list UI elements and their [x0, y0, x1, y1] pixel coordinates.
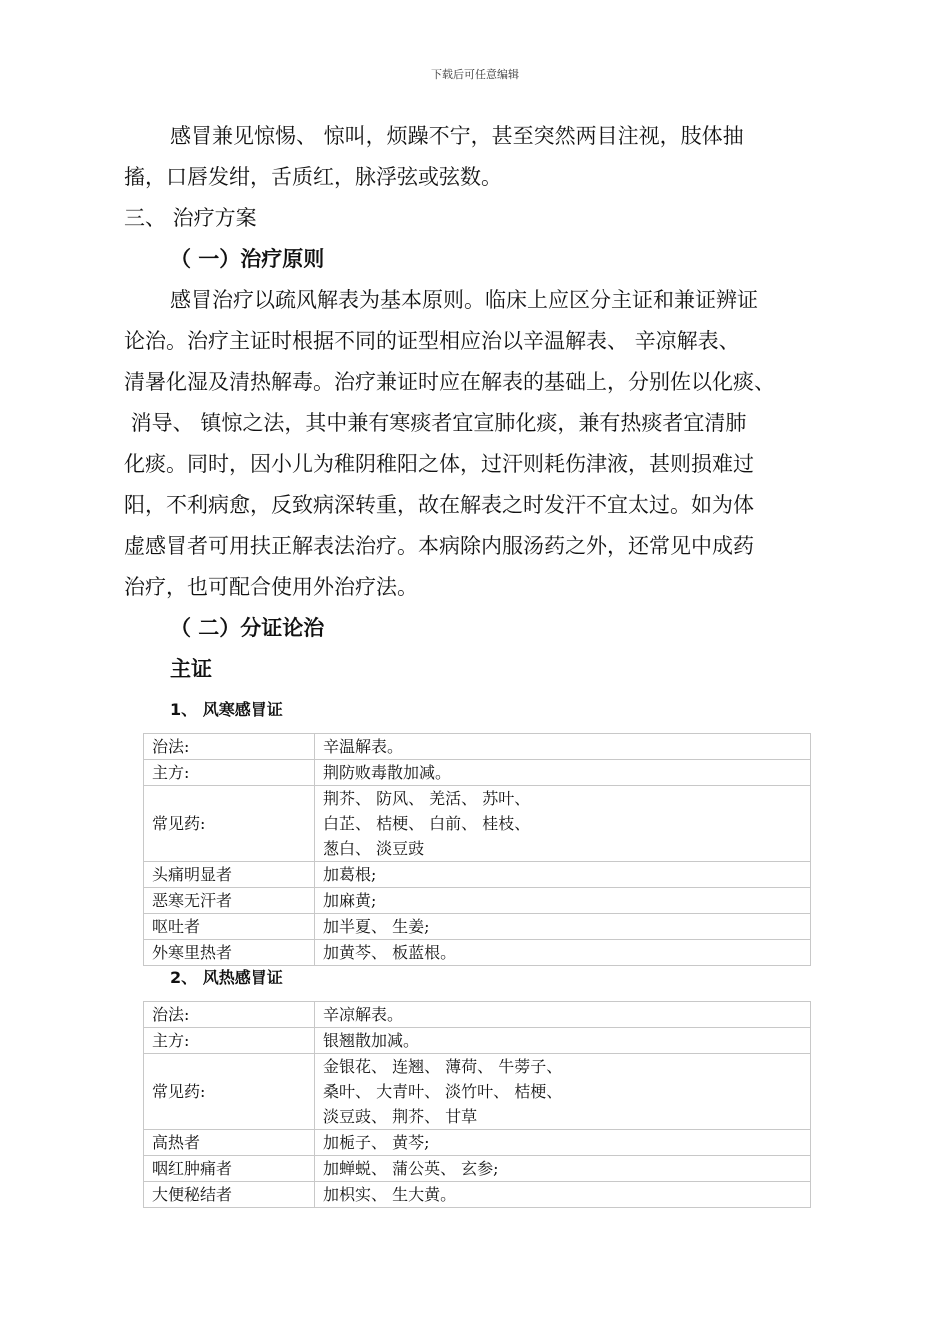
- row-value: [315, 914, 811, 940]
- table-row: [144, 914, 811, 940]
- row-label: 外寒里热者: [144, 940, 315, 966]
- table-row: [144, 1182, 811, 1208]
- value-line: 加栀子、 黄芩;: [323, 1133, 430, 1152]
- row-value: [315, 940, 811, 966]
- row-label: 恶寒无汗者: [144, 888, 315, 914]
- value-line: 加麻黄;: [323, 891, 377, 910]
- value-line: 白芷、 桔梗、 白前、 桂枝、: [323, 814, 531, 833]
- row-label: 主方:: [144, 760, 315, 786]
- wind-cold-table: [143, 733, 811, 966]
- paragraph-line: 化痰。同时，因小儿为稚阴稚阳之体，过汗则耗伤津液，甚则损难过: [124, 452, 754, 476]
- row-value: [315, 862, 811, 888]
- row-label: 常见药:: [144, 786, 315, 862]
- value-line: 桑叶、 大青叶、 淡竹叶、 桔梗、: [323, 1082, 563, 1101]
- table-row: [144, 734, 811, 760]
- value-line: 荆防败毒散加减。: [323, 763, 452, 782]
- value-line: 加蝉蜕、 蒲公英、 玄参;: [323, 1159, 499, 1178]
- paragraph-line: 感冒兼见惊惕、 惊叫，烦躁不宁，甚至突然两目注视，肢体抽: [170, 124, 744, 148]
- row-value: [315, 734, 811, 760]
- value-line: 葱白、 淡豆豉: [323, 839, 425, 858]
- paragraph-line: 阳，不利病愈，反致病深转重，故在解表之时发汗不宜太过。如为体: [124, 493, 754, 517]
- table-row: [144, 1156, 811, 1182]
- table2-title: 2、 风热感冒证: [170, 968, 283, 987]
- paragraph-line: 治疗，也可配合使用外治疗法。: [124, 575, 418, 599]
- symptom-paragraph: [124, 116, 834, 198]
- value-line: 金银花、 连翘、 薄荷、 牛蒡子、: [323, 1057, 563, 1076]
- table-row: [144, 862, 811, 888]
- value-line: 辛温解表。: [323, 737, 404, 756]
- value-line: 加黄芩、 板蓝根。: [323, 943, 457, 962]
- value-line: 加葛根;: [323, 865, 377, 884]
- paragraph-line: 论治。治疗主证时根据不同的证型相应治以辛温解表、 辛凉解表、: [124, 329, 740, 353]
- page-header: 下载后可任意编辑: [431, 68, 519, 81]
- value-line: 加半夏、 生姜;: [323, 917, 430, 936]
- wind-heat-table: [143, 1001, 811, 1208]
- paragraph-line: 消导、 镇惊之法，其中兼有寒痰者宜宣肺化痰，兼有热痰者宜清肺: [124, 411, 747, 435]
- row-label: 高热者: [144, 1130, 315, 1156]
- table-row: [144, 786, 811, 862]
- table-row: [144, 1002, 811, 1028]
- table-row: [144, 760, 811, 786]
- table-row: [144, 940, 811, 966]
- table-row: [144, 1130, 811, 1156]
- value-line: 银翘散加减。: [323, 1031, 420, 1050]
- subsection-heading-differentiation: （ 二）分证论治: [170, 616, 325, 640]
- value-line: 加枳实、 生大黄。: [323, 1185, 457, 1204]
- subsection-heading-principle: （ 一）治疗原则: [170, 247, 325, 271]
- paragraph-line: 搐，口唇发绀，舌质红，脉浮弦或弦数。: [124, 165, 502, 189]
- row-value: [315, 1182, 811, 1208]
- row-label: 头痛明显者: [144, 862, 315, 888]
- table1-title: 1、 风寒感冒证: [170, 700, 283, 719]
- main-syndrome-heading: 主证: [170, 657, 212, 681]
- row-value: [315, 760, 811, 786]
- row-value: [315, 1002, 811, 1028]
- row-value: [315, 1156, 811, 1182]
- value-line: 淡豆豉、 荆芥、 甘草: [323, 1107, 478, 1126]
- paragraph-line: 虚感冒者可用扶正解表法治疗。本病除内服汤药之外，还常见中成药: [124, 534, 754, 558]
- value-line: 荆芥、 防风、 羌活、 苏叶、: [323, 789, 531, 808]
- paragraph-line: 清暑化湿及清热解毒。治疗兼证时应在解表的基础上，分别佐以化痰、: [124, 370, 775, 394]
- row-value: [315, 888, 811, 914]
- row-value: [315, 786, 811, 862]
- row-value: [315, 1028, 811, 1054]
- row-label: 大便秘结者: [144, 1182, 315, 1208]
- value-line: 辛凉解表。: [323, 1005, 404, 1024]
- row-label: 主方:: [144, 1028, 315, 1054]
- table-row: [144, 888, 811, 914]
- paragraph-line: 感冒治疗以疏风解表为基本原则。临床上应区分主证和兼证辨证: [170, 288, 758, 312]
- row-value: [315, 1130, 811, 1156]
- row-label: 常见药:: [144, 1054, 315, 1130]
- section-heading: 三、 治疗方案: [124, 206, 257, 230]
- row-label: 治法:: [144, 734, 315, 760]
- row-label: 呕吐者: [144, 914, 315, 940]
- row-label: 咽红肿痛者: [144, 1156, 315, 1182]
- table-row: [144, 1028, 811, 1054]
- row-label: 治法:: [144, 1002, 315, 1028]
- table-row: [144, 1054, 811, 1130]
- principle-paragraph: [124, 280, 834, 608]
- row-value: [315, 1054, 811, 1130]
